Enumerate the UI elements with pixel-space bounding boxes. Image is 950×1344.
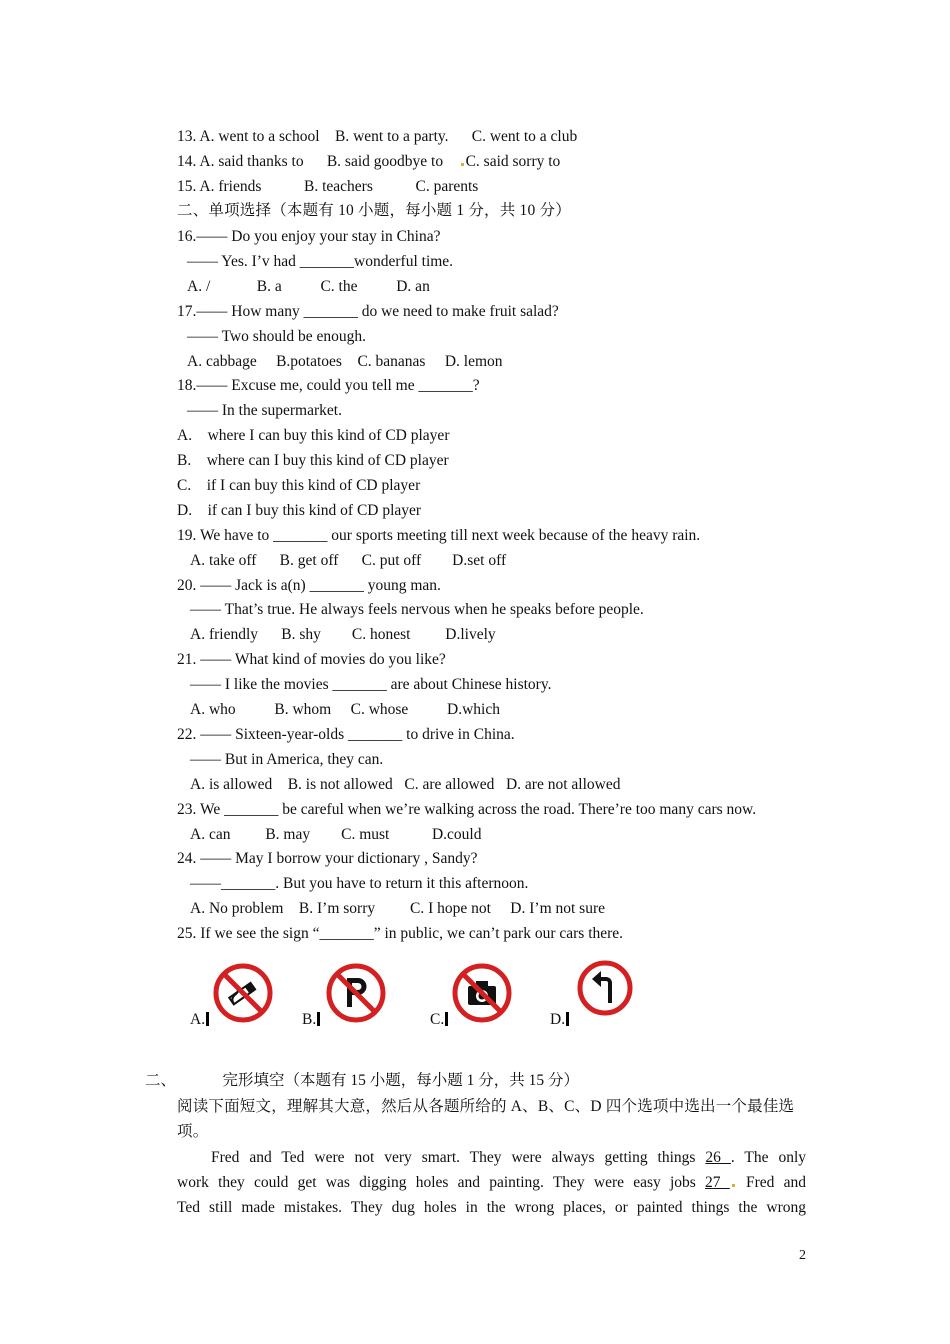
q18-option-d: D. if can I buy this kind of CD player [177, 502, 422, 519]
q16-options: A. / B. a C. the D. an [187, 278, 430, 295]
q21-reply: —— I like the movies _______ are about Chinese history. [190, 676, 552, 693]
q25-option-b-label: B. [302, 1010, 320, 1030]
q18-option-a: A. where I can buy this kind of CD player [177, 427, 450, 444]
q18-option-b: B. where can I buy this kind of CD player [177, 452, 449, 469]
q18-option-c: C. if I can buy this kind of CD player [177, 477, 421, 494]
section3-title: 完形填空（本题有 15 小题，每小题 1 分，共 15 分） [222, 1072, 580, 1089]
q17-reply: —— Two should be enough. [187, 328, 367, 345]
q19-options: A. take off B. get off C. put off D.set off [190, 552, 507, 569]
q18-reply: —— In the supermarket. [187, 402, 342, 419]
no-photography-sign-icon [451, 962, 513, 1024]
passage-line-1: Fred and Ted were not very smart. They were always getting things 26 . The only [211, 1149, 807, 1166]
q22-options: A. is allowed B. is not allowed C. are allowed D. are not allowed [190, 776, 621, 793]
section2-heading: 二、单项选择（本题有 10 小题，每小题 1 分，共 10 分） [177, 202, 571, 219]
q13-line: 13. A. went to a school B. went to a party. C. went to a club [177, 128, 578, 145]
q21-options: A. who B. whom C. whose D.which [190, 701, 500, 718]
q17-question: 17.—— How many _______ do we need to make fruit salad? [177, 303, 559, 320]
section3-instructions-line2: 项。 [177, 1123, 209, 1140]
q16-question: 16.—— Do you enjoy your stay in China? [177, 228, 441, 245]
q25-option-a-label: A. [190, 1010, 209, 1030]
q14-text-a: 14. A. said thanks to B. said goodbye to [177, 153, 459, 170]
q17-options: A. cabbage B.potatoes C. bananas D. lemon [187, 353, 503, 370]
stray-mark [732, 1184, 735, 1187]
stray-mark [461, 163, 464, 166]
q23-options: A. can B. may C. must D.could [190, 826, 482, 843]
q14-line [177, 152, 560, 172]
blank-26: 26 [705, 1149, 731, 1166]
q14-text-b: C. said sorry to [465, 153, 561, 170]
blank-27: 27 [705, 1174, 730, 1191]
no-left-turn-sign-icon [574, 957, 636, 1019]
q24-question: 24. —— May I borrow your dictionary , Sandy? [177, 850, 478, 867]
q22-question: 22. —— Sixteen-year-olds _______ to drive in China. [177, 726, 515, 743]
q20-reply: —— That’s true. He always feels nervous when he speaks before people. [190, 601, 644, 618]
q25-option-c-label: C. [430, 1010, 448, 1030]
no-parking-sign-icon [325, 962, 387, 1024]
q25-question: 25. If we see the sign “_______” in public, we can’t park our cars there. [177, 925, 624, 942]
q23-question: 23. We _______ be careful when we’re walking across the road. There’re too many cars now. [177, 801, 757, 818]
q24-options: A. No problem B. I’m sorry C. I hope not D. I’m not sure [190, 900, 606, 917]
passage-line-2: work they could get was digging holes and painting. They were easy jobs 27 Fred and [177, 1174, 806, 1191]
passage-line-3: Ted still made mistakes. They dug holes in the wrong places, or painted things the wrong [177, 1199, 806, 1216]
q21-question: 21. —— What kind of movies do you like? [177, 651, 446, 668]
q19-question: 19. We have to _______ our sports meeting till next week because of the heavy rain. [177, 527, 701, 544]
no-smoking-sign-icon [212, 962, 274, 1024]
q24-reply: ——_______. But you have to return it this afternoon. [190, 875, 529, 892]
page-number: 2 [799, 1248, 806, 1263]
q15-line: 15. A. friends B. teachers C. parents [177, 178, 479, 195]
section3-number: 二、 [145, 1072, 177, 1089]
q20-options: A. friendly B. shy C. honest D.lively [190, 626, 496, 643]
q18-question: 18.—— Excuse me, could you tell me _______? [177, 377, 480, 394]
q22-reply: —— But in America, they can. [190, 751, 384, 768]
section3-heading [145, 1071, 579, 1091]
q20-question: 20. —— Jack is a(n) _______ young man. [177, 577, 441, 594]
q25-option-d-label: D. [550, 1010, 569, 1030]
q16-reply: —— Yes. I’v had _______wonderful time. [187, 253, 454, 270]
section3-instructions-line1: 阅读下面短文，理解其大意，然后从各题所给的 A、B、C、D 四个选项中选出一个最佳选 [177, 1098, 795, 1115]
